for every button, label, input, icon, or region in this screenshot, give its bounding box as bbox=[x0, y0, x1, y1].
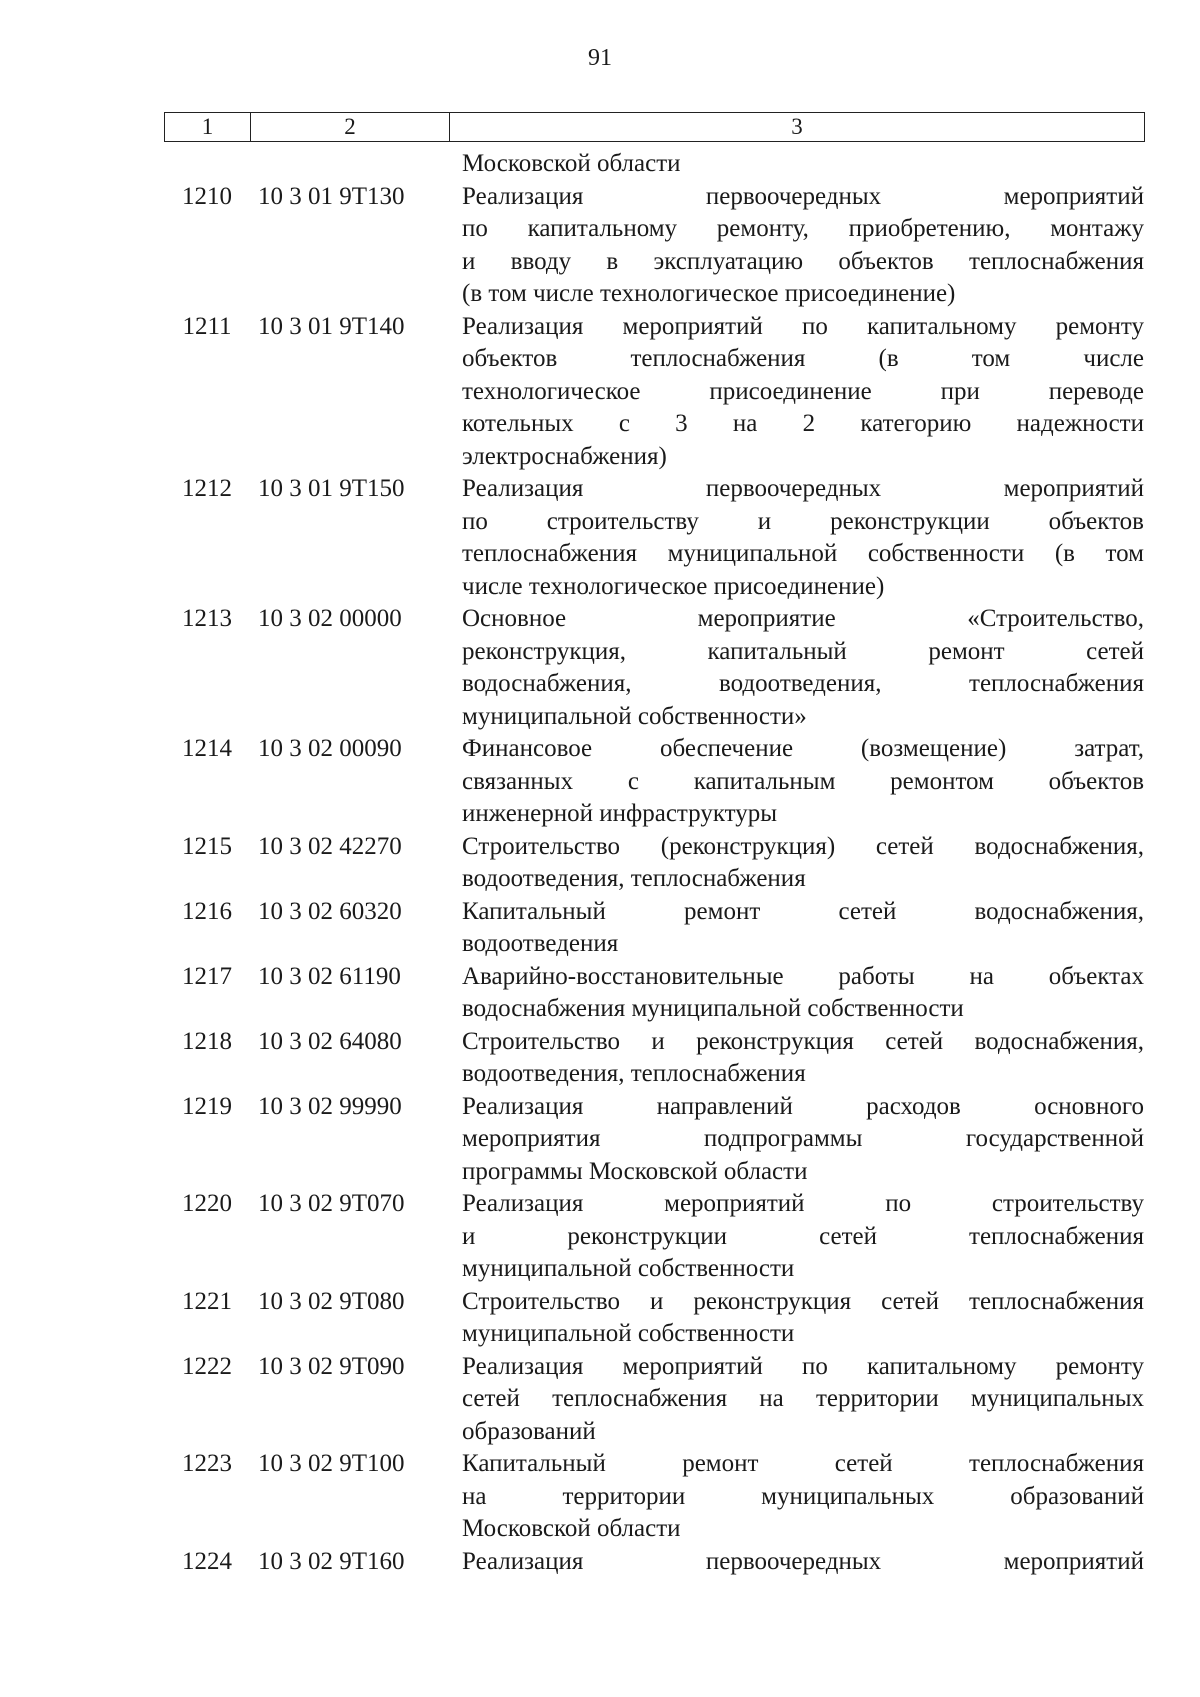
column-header-3: 3 bbox=[450, 113, 1145, 142]
row-code: 10 3 01 9Т130 bbox=[258, 182, 405, 210]
row-number bbox=[164, 148, 250, 181]
row-code bbox=[250, 148, 449, 181]
row-number: 1218 bbox=[182, 1027, 232, 1055]
description-line: водоснабжения муниципальной собственности bbox=[462, 995, 964, 1022]
description-line: Аварийно-восстановительные работы на объектах bbox=[462, 962, 1144, 990]
table-row bbox=[164, 1026, 1144, 1091]
table-row bbox=[164, 896, 1144, 961]
description-line: муниципальной собственности bbox=[462, 1255, 795, 1282]
row-code: 10 3 02 9Т090 bbox=[258, 1352, 405, 1380]
description-line: Капитальный ремонт сетей водоснабжения, bbox=[462, 897, 1144, 925]
row-description bbox=[449, 1546, 1144, 1579]
row-code: 10 3 02 60320 bbox=[258, 897, 402, 925]
row-number: 1223 bbox=[182, 1450, 232, 1477]
description-line: Строительство и реконструкция сетей теплоснабжения bbox=[462, 1287, 1144, 1315]
description-line: числе технологическое присоединение) bbox=[462, 572, 885, 600]
table-header bbox=[164, 112, 1145, 142]
description-line: инженерной инфраструктуры bbox=[462, 800, 778, 827]
table-row bbox=[164, 311, 1144, 474]
description-line: Московской области bbox=[462, 150, 681, 177]
row-description bbox=[449, 896, 1144, 961]
row-description bbox=[449, 831, 1144, 896]
description-line: водоотведения, теплоснабжения bbox=[462, 1060, 806, 1087]
row-code: 10 3 02 00090 bbox=[258, 735, 402, 762]
description-line: Реализация первоочередных мероприятий bbox=[462, 475, 1144, 502]
description-line: Реализация первоочередных мероприятий bbox=[462, 182, 1144, 210]
table-row bbox=[164, 1351, 1144, 1449]
description-line: Реализация первоочередных мероприятий bbox=[462, 1547, 1144, 1575]
table-row bbox=[164, 181, 1144, 311]
row-number: 1215 bbox=[182, 832, 232, 860]
description-line: образований bbox=[462, 1417, 596, 1445]
row-description bbox=[449, 733, 1144, 831]
row-code: 10 3 01 9Т140 bbox=[258, 312, 405, 340]
row-code: 10 3 02 9Т070 bbox=[258, 1190, 405, 1217]
description-line: муниципальной собственности bbox=[462, 1320, 795, 1347]
row-code: 10 3 02 42270 bbox=[258, 832, 402, 860]
row-description bbox=[449, 961, 1144, 1026]
table-row bbox=[164, 961, 1144, 1026]
page-number: 91 bbox=[588, 45, 612, 71]
row-number: 1216 bbox=[182, 897, 232, 925]
description-line: по строительству и реконструкции объектов bbox=[462, 507, 1144, 535]
row-code: 10 3 02 61190 bbox=[258, 962, 401, 990]
table-row bbox=[164, 1091, 1144, 1189]
table-row bbox=[164, 1188, 1144, 1286]
row-code: 10 3 02 9Т160 bbox=[258, 1547, 405, 1575]
table-row bbox=[164, 733, 1144, 831]
table-row bbox=[164, 1546, 1144, 1579]
description-line: муниципальной собственности» bbox=[462, 702, 807, 730]
row-code: 10 3 02 99990 bbox=[258, 1092, 402, 1120]
table-row bbox=[164, 603, 1144, 733]
description-line: Капитальный ремонт сетей теплоснабжения bbox=[462, 1450, 1144, 1477]
description-line: теплоснабжения муниципальной собственности (в том bbox=[462, 540, 1144, 567]
description-line: на территории муниципальных образований bbox=[462, 1482, 1144, 1510]
table-row bbox=[164, 148, 1144, 181]
description-line: Реализация направлений расходов основного bbox=[462, 1092, 1144, 1120]
description-line: Реализация мероприятий по капитальному ремонту bbox=[462, 1352, 1144, 1380]
description-line: котельных с 3 на 2 категорию надежности bbox=[462, 410, 1144, 437]
column-header-2: 2 bbox=[251, 113, 450, 142]
description-line: водоотведения, теплоснабжения bbox=[462, 865, 806, 892]
description-line: Основное мероприятие «Строительство, bbox=[462, 605, 1144, 632]
row-description bbox=[449, 181, 1144, 311]
row-number: 1210 bbox=[182, 182, 232, 210]
description-line: (в том числе технологическое присоединение) bbox=[462, 280, 956, 307]
description-line: связанных с капитальным ремонтом объектов bbox=[462, 767, 1144, 795]
description-line: и вводу в эксплуатацию объектов теплоснабжения bbox=[462, 247, 1144, 275]
row-description bbox=[449, 1091, 1144, 1189]
row-number: 1220 bbox=[182, 1190, 232, 1217]
row-description bbox=[449, 1188, 1144, 1286]
row-number: 1219 bbox=[182, 1092, 232, 1120]
description-line: Строительство (реконструкция) сетей водоснабжения, bbox=[462, 832, 1144, 860]
row-number: 1211 bbox=[182, 312, 232, 340]
row-description bbox=[449, 1286, 1144, 1351]
description-line: и реконструкции сетей теплоснабжения bbox=[462, 1222, 1144, 1250]
row-description bbox=[449, 1351, 1144, 1449]
row-description bbox=[449, 603, 1144, 733]
description-line: по капитальному ремонту, приобретению, монтажу bbox=[462, 215, 1144, 242]
description-line: технологическое присоединение при переводе bbox=[462, 377, 1144, 405]
row-number: 1214 bbox=[182, 735, 232, 762]
row-number: 1222 bbox=[182, 1352, 232, 1380]
row-code: 10 3 01 9Т150 bbox=[258, 475, 405, 502]
description-line: объектов теплоснабжения (в том числе bbox=[462, 345, 1144, 372]
description-line: программы Московской области bbox=[462, 1157, 808, 1185]
description-line: сетей теплоснабжения на территории муниципальных bbox=[462, 1385, 1144, 1412]
description-line: электроснабжения) bbox=[462, 442, 667, 470]
table-row bbox=[164, 473, 1144, 603]
row-number: 1212 bbox=[182, 475, 232, 502]
description-line: Финансовое обеспечение (возмещение) затрат, bbox=[462, 735, 1144, 762]
table-row bbox=[164, 831, 1144, 896]
table-row bbox=[164, 1448, 1144, 1546]
row-description bbox=[449, 1026, 1144, 1091]
description-line: Реализация мероприятий по строительству bbox=[462, 1190, 1144, 1217]
description-line: Реализация мероприятий по капитальному ремонту bbox=[462, 312, 1144, 340]
row-code: 10 3 02 9Т080 bbox=[258, 1287, 405, 1315]
description-line: мероприятия подпрограммы государственной bbox=[462, 1125, 1144, 1152]
description-line: водоотведения bbox=[462, 930, 619, 957]
row-code: 10 3 02 64080 bbox=[258, 1027, 402, 1055]
description-line: Строительство и реконструкция сетей водоснабжения, bbox=[462, 1027, 1144, 1055]
table-body bbox=[164, 148, 1144, 1578]
row-description bbox=[449, 1448, 1144, 1546]
row-description bbox=[449, 311, 1144, 474]
description-line: водоснабжения, водоотведения, теплоснабжения bbox=[462, 670, 1144, 697]
row-number: 1221 bbox=[182, 1287, 232, 1315]
row-number: 1213 bbox=[182, 605, 232, 632]
row-number: 1217 bbox=[182, 962, 232, 990]
row-number: 1224 bbox=[182, 1547, 232, 1575]
table-row bbox=[164, 1286, 1144, 1351]
row-code: 10 3 02 00000 bbox=[258, 605, 402, 632]
row-description bbox=[449, 148, 1144, 181]
description-line: Московской области bbox=[462, 1515, 681, 1542]
row-code: 10 3 02 9Т100 bbox=[258, 1450, 405, 1477]
column-header-1: 1 bbox=[165, 113, 251, 142]
description-line: реконструкция, капитальный ремонт сетей bbox=[462, 637, 1144, 665]
row-description bbox=[449, 473, 1144, 603]
